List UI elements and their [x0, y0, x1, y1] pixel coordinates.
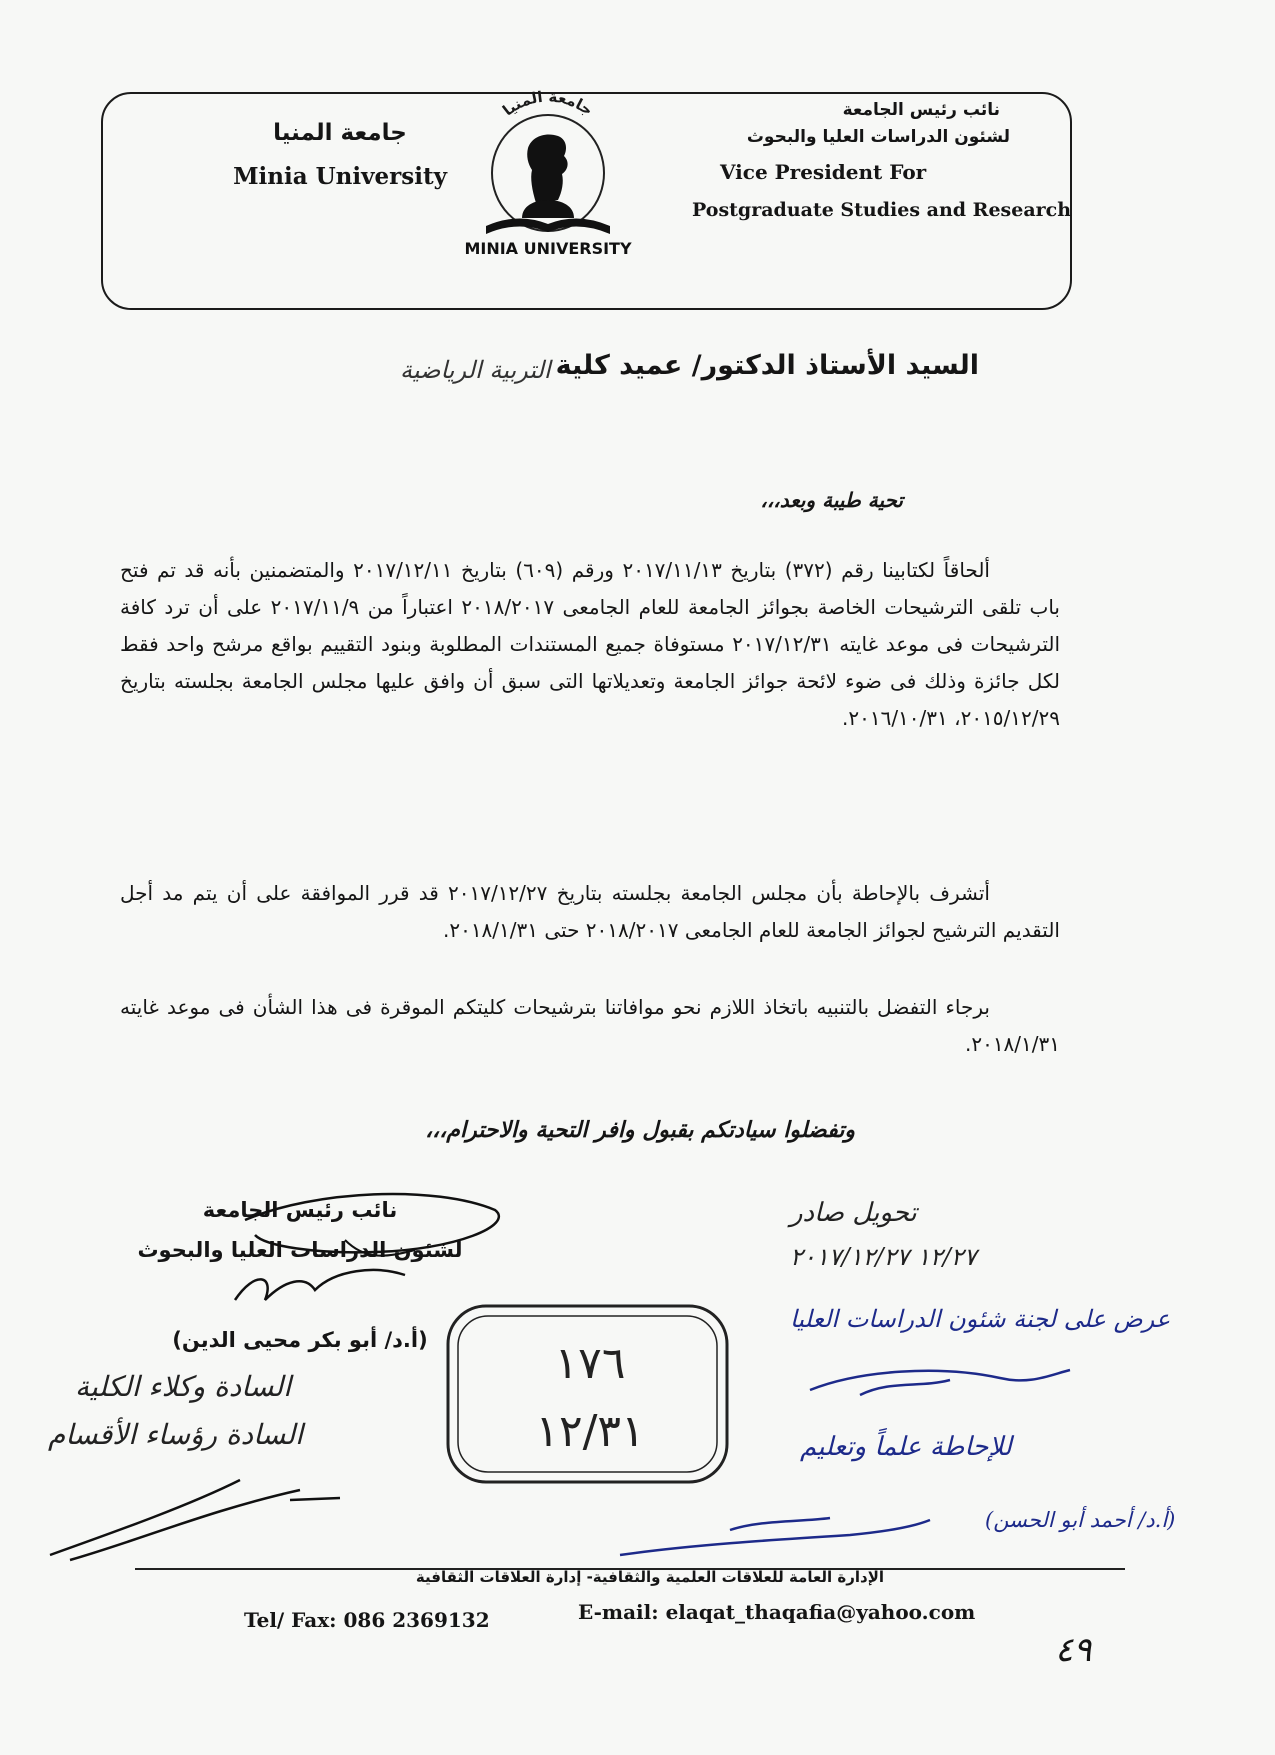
blue-signature-1 [800, 1350, 1080, 1410]
body-paragraph-1: ألحاقاً لكتابينا رقم (٣٧٢) بتاريخ ٢٠١٧/١١/١٣ ورقم (٦٠٩) بتاريخ ٢٠١٧/١٢/١١ والمتضمنين بأنه قد تم فتح باب تلقى الترشيحات الخاصة بجوائز الجامعة للعام الجامعى ٢٠١٨/٢٠١٧ اعتباراً من ٢٠١٧/١١/٩ على أن ترد كافة الترشيحات فى موعد غايته ٢٠١٧/١٢/٣١ مستوفاة جميع المستندات المطلوبة وبنود التقييم بواقع مرشح واحد فقط لكل جائزة وذلك فى ضوء لائحة جوائز الجامعة وتعديلاتها التى سبق أن وافق عليها مجلس الجامعة بجلسته بتاريخ ٢٠١٥/١٢/٢٩، ٢٠١٦/١٠/٣١. [120, 558, 1060, 730]
footer-email: E-mail: elaqat_thaqafia@yahoo.com [578, 1600, 976, 1624]
blue-signature-2 [610, 1500, 940, 1570]
body-paragraph-2: أتشرف بالإحاطة بأن مجلس الجامعة بجلسته بتاريخ ٢٠١٧/١٢/٢٧ قد قرر الموافقة على أن يتم مد أجل التقديم الترشيح لجوائز الجامعة للعام الجامعى ٢٠١٨/٢٠١٧ حتى ٢٠١٨/١/٣١. [120, 881, 1060, 942]
handwritten-note-blue-2: للإحاطة علماً وتعليم [800, 1432, 1012, 1462]
handwritten-note-right-1: تحويل صادر [790, 1198, 917, 1228]
handwritten-note-left-2: السادة رؤساء الأقسام [48, 1418, 303, 1451]
signatory-name: (أ.د/ أبو بكر محيى الدين) [172, 1328, 428, 1352]
handwritten-page-number: ٤٩ [1055, 1630, 1092, 1670]
university-name-arabic: جامعة المنيا [273, 120, 407, 146]
minia-university-logo [458, 78, 638, 256]
handwritten-note-right-2: ١٢/٢٧ ٢٠١٧/١٢/٢٧ [790, 1243, 977, 1271]
office-title-english-line2: Postgraduate Studies and Research [692, 199, 1072, 221]
office-title-arabic-line2: لشئون الدراسات العليا والبحوث [746, 127, 1010, 147]
signatory-title-line1: نائب رئيس الجامعة [202, 1198, 398, 1222]
handwritten-note-left-1: السادة وكلاء الكلية [75, 1370, 291, 1403]
greeting: تحية طيبة وبعد،،، [760, 488, 903, 512]
addressee: السيد الأستاذ الدكتور/ عميد كلية [555, 350, 979, 381]
handwritten-note-blue-3: (أ.د/ أحمد أبو الحسن) [985, 1508, 1176, 1532]
footer-department: الإدارة العامة للعلاقات العلمية والثقافية- إدارة العلاقات الثقافية [415, 1568, 885, 1586]
logo-arc-text: جامعة المنيا [499, 87, 597, 120]
university-name-english: Minia University [233, 163, 447, 190]
signatory-title-line2: لشئون الدراسات العليا والبحوث [137, 1238, 463, 1262]
handwritten-note-blue-1: عرض على لجنة شئون الدراسات العليا [790, 1305, 1171, 1333]
stamp-date: ١٢/٣١ [535, 1406, 645, 1457]
closing-line: وتفضلوا سيادتكم بقبول وافر التحية والاحترام،،، [425, 1118, 855, 1143]
handwritten-scribble-left [40, 1460, 370, 1570]
logo-text: MINIA UNIVERSITY [464, 239, 632, 256]
office-title-english-line1: Vice President For [720, 160, 927, 184]
incoming-stamp [440, 1298, 735, 1490]
office-title-arabic-line1: نائب رئيس الجامعة [842, 100, 1000, 120]
body-paragraph-3: برجاء التفضل بالتنبيه باتخاذ اللازم نحو موافاتنا بترشيحات كليتكم الموقرة فى هذا الشأن فى موعد غايته ٢٠١٨/١/٣١. [120, 995, 1060, 1056]
footer-tel-fax: Tel/ Fax: 086 2369132 [244, 1608, 490, 1632]
addressee-faculty-handwritten: التربية الرياضية [400, 356, 551, 384]
stamp-number: ١٧٦ [554, 1338, 626, 1389]
